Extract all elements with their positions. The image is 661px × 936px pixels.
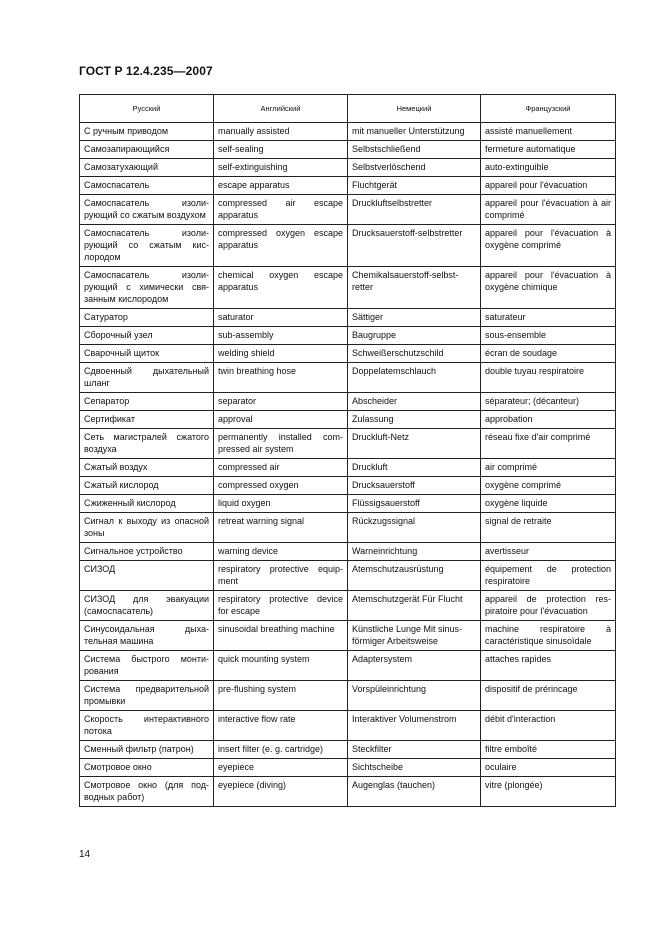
cell-russian: Скорость интерактивного потока [80,711,214,741]
cell-french: débit d'interaction [481,711,616,741]
cell-russian: С ручным приводом [80,123,214,141]
cell-russian: Сжатый воздух [80,459,214,477]
terms-table [79,94,616,807]
cell-russian: СИЗОД [80,561,214,591]
cell-german: Abscheider [348,393,481,411]
cell-french: machine respiratoire à caractéristique sinusoïdale [481,621,616,651]
column-header-russian: Русский [80,95,214,123]
cell-french: réseau fixe d'air comprimé [481,429,616,459]
cell-english: self-sealing [214,141,348,159]
table-row [80,393,616,411]
cell-french: avertisseur [481,543,616,561]
table-row [80,591,616,621]
cell-german: Druckluft-Netz [348,429,481,459]
cell-german: Künstliche Lunge Mit sinusförmiger Arbeitsweise [348,621,481,651]
cell-russian: Смотровое окно [80,759,214,777]
column-header-english: Английский [214,95,348,123]
cell-french: dispositif de prérincage [481,681,616,711]
table-row [80,651,616,681]
cell-german: mit manueller Unterstützung [348,123,481,141]
cell-french: oculaire [481,759,616,777]
table-row [80,759,616,777]
cell-german: Drucksauerstoff-selbstretter [348,225,481,267]
cell-english: interactive flow rate [214,711,348,741]
cell-russian: Синусоидальная дыхательная машина [80,621,214,651]
cell-german: Steckfilter [348,741,481,759]
cell-russian: Самоспасатель [80,177,214,195]
table-row [80,741,616,759]
cell-german: Sichtscheibe [348,759,481,777]
cell-english: liquid oxygen [214,495,348,513]
table-body [80,123,616,807]
cell-german: Augenglas (tauchen) [348,777,481,807]
table-row [80,225,616,267]
cell-french: oxygène comprimé [481,477,616,495]
cell-english: twin breathing hose [214,363,348,393]
cell-french: signal de retraite [481,513,616,543]
cell-french: saturateur [481,309,616,327]
cell-german: Warneinrichtung [348,543,481,561]
table-row [80,141,616,159]
cell-french: approbation [481,411,616,429]
cell-russian: Система предварительной промывки [80,681,214,711]
cell-english: eyepiece (diving) [214,777,348,807]
cell-english: self-extinguishing [214,159,348,177]
table-row [80,711,616,741]
cell-english: compressed oxygen escape apparatus [214,225,348,267]
table-row [80,543,616,561]
cell-french: assisté manuellement [481,123,616,141]
cell-english: retreat warning signal [214,513,348,543]
table-row [80,477,616,495]
column-header-german: Немецкий [348,95,481,123]
cell-french: appareil pour l'évacuation à air comprimé [481,195,616,225]
cell-german: Fluchtgerät [348,177,481,195]
cell-english: saturator [214,309,348,327]
cell-german: Sättiger [348,309,481,327]
cell-german: Doppelatemschlauch [348,363,481,393]
cell-english: respiratory protective device for escape [214,591,348,621]
table-row [80,345,616,363]
cell-english: pre-flushing system [214,681,348,711]
document-title: ГОСТ Р 12.4.235—2007 [79,64,213,78]
cell-english: escape apparatus [214,177,348,195]
cell-french: appareil pour l'évacuation à oxygène comprimé [481,225,616,267]
table-row [80,513,616,543]
cell-french: fermeture automatique [481,141,616,159]
cell-french: appareil pour l'évacuation [481,177,616,195]
cell-english: eyepiece [214,759,348,777]
cell-russian: Сепаратор [80,393,214,411]
cell-french: écran de soudage [481,345,616,363]
table-row [80,159,616,177]
cell-german: Baugruppe [348,327,481,345]
table-row [80,267,616,309]
page-number: 14 [79,849,91,860]
cell-german: Drucksauerstoff [348,477,481,495]
cell-english: sub-assembly [214,327,348,345]
cell-english: compressed oxygen [214,477,348,495]
column-header-french: Французский [481,95,616,123]
cell-french: séparateur; (décanteur) [481,393,616,411]
cell-german: Schweißerschutzschild [348,345,481,363]
cell-russian: Система быстрого монтирования [80,651,214,681]
cell-german: Selbstschließend [348,141,481,159]
table-row [80,777,616,807]
cell-german: Adaptersystem [348,651,481,681]
cell-french: équipement de protection respiratoire [481,561,616,591]
cell-english: sinusoidal breathing machine [214,621,348,651]
table-row [80,177,616,195]
cell-french: oxygène liquide [481,495,616,513]
cell-french: sous-ensemble [481,327,616,345]
cell-russian: Сдвоенный дыхательный шланг [80,363,214,393]
cell-german: Atemschutzgerät Für Flucht [348,591,481,621]
table-row [80,411,616,429]
cell-german: Interaktiver Volumenstrom [348,711,481,741]
cell-french: appareil de protection respiratoire pour l'évacuation [481,591,616,621]
table-row [80,123,616,141]
cell-russian: Смотровое окно (для подводных работ) [80,777,214,807]
cell-russian: Сигнальное устройство [80,543,214,561]
cell-russian: Самоспасатель изолирующий с химически связанным кислородом [80,267,214,309]
table-row [80,681,616,711]
cell-german: Zulassung [348,411,481,429]
table-row [80,309,616,327]
cell-english: compressed air [214,459,348,477]
cell-french: air comprimé [481,459,616,477]
table-row [80,195,616,225]
cell-english: approval [214,411,348,429]
cell-english: chemical oxygen escape apparatus [214,267,348,309]
cell-french: vitre (plongée) [481,777,616,807]
cell-english: quick mounting system [214,651,348,681]
table-row [80,495,616,513]
cell-english: separator [214,393,348,411]
cell-english: welding shield [214,345,348,363]
table-header-row [80,95,616,123]
cell-russian: Сжиженный кислород [80,495,214,513]
cell-russian: Самозатухающий [80,159,214,177]
cell-german: Druckluftselbstretter [348,195,481,225]
cell-german: Chemikalsauerstoff-selbstretter [348,267,481,309]
cell-german: Rückzugssignal [348,513,481,543]
cell-french: auto-extinguible [481,159,616,177]
cell-russian: Сигнал к выходу из опасной зоны [80,513,214,543]
cell-english: warning device [214,543,348,561]
cell-english: permanently installed compressed air system [214,429,348,459]
cell-german: Flüssigsauerstoff [348,495,481,513]
cell-russian: Сжатый кислород [80,477,214,495]
table-row [80,561,616,591]
cell-german: Vorspüleinrichtung [348,681,481,711]
cell-russian: Сменный фильтр (патрон) [80,741,214,759]
cell-english: manually assisted [214,123,348,141]
cell-english: respiratory protective equipment [214,561,348,591]
cell-russian: Сеть магистралей сжатого воздуха [80,429,214,459]
table-row [80,363,616,393]
cell-german: Atemschutzausrüstung [348,561,481,591]
cell-german: Selbstverlöschend [348,159,481,177]
cell-french: attaches rapides [481,651,616,681]
table-row [80,429,616,459]
cell-russian: Самоспасатель изолирующий со сжатым кислородом [80,225,214,267]
cell-english: insert filter (e. g. cartridge) [214,741,348,759]
cell-russian: СИЗОД для эвакуации (самоспасатель) [80,591,214,621]
cell-french: filtre emboîté [481,741,616,759]
cell-german: Druckluft [348,459,481,477]
table-row [80,327,616,345]
cell-russian: Сборочный узел [80,327,214,345]
cell-french: double tuyau respiratoire [481,363,616,393]
cell-english: compressed air escape apparatus [214,195,348,225]
cell-russian: Самоспасатель изолирующий со сжатым воздухом [80,195,214,225]
cell-russian: Сатуратор [80,309,214,327]
cell-russian: Самозапирающийся [80,141,214,159]
cell-russian: Сварочный щиток [80,345,214,363]
table-row [80,459,616,477]
table-row [80,621,616,651]
cell-french: appareil pour l'évacuation à oxygène chimique [481,267,616,309]
cell-russian: Сертификат [80,411,214,429]
